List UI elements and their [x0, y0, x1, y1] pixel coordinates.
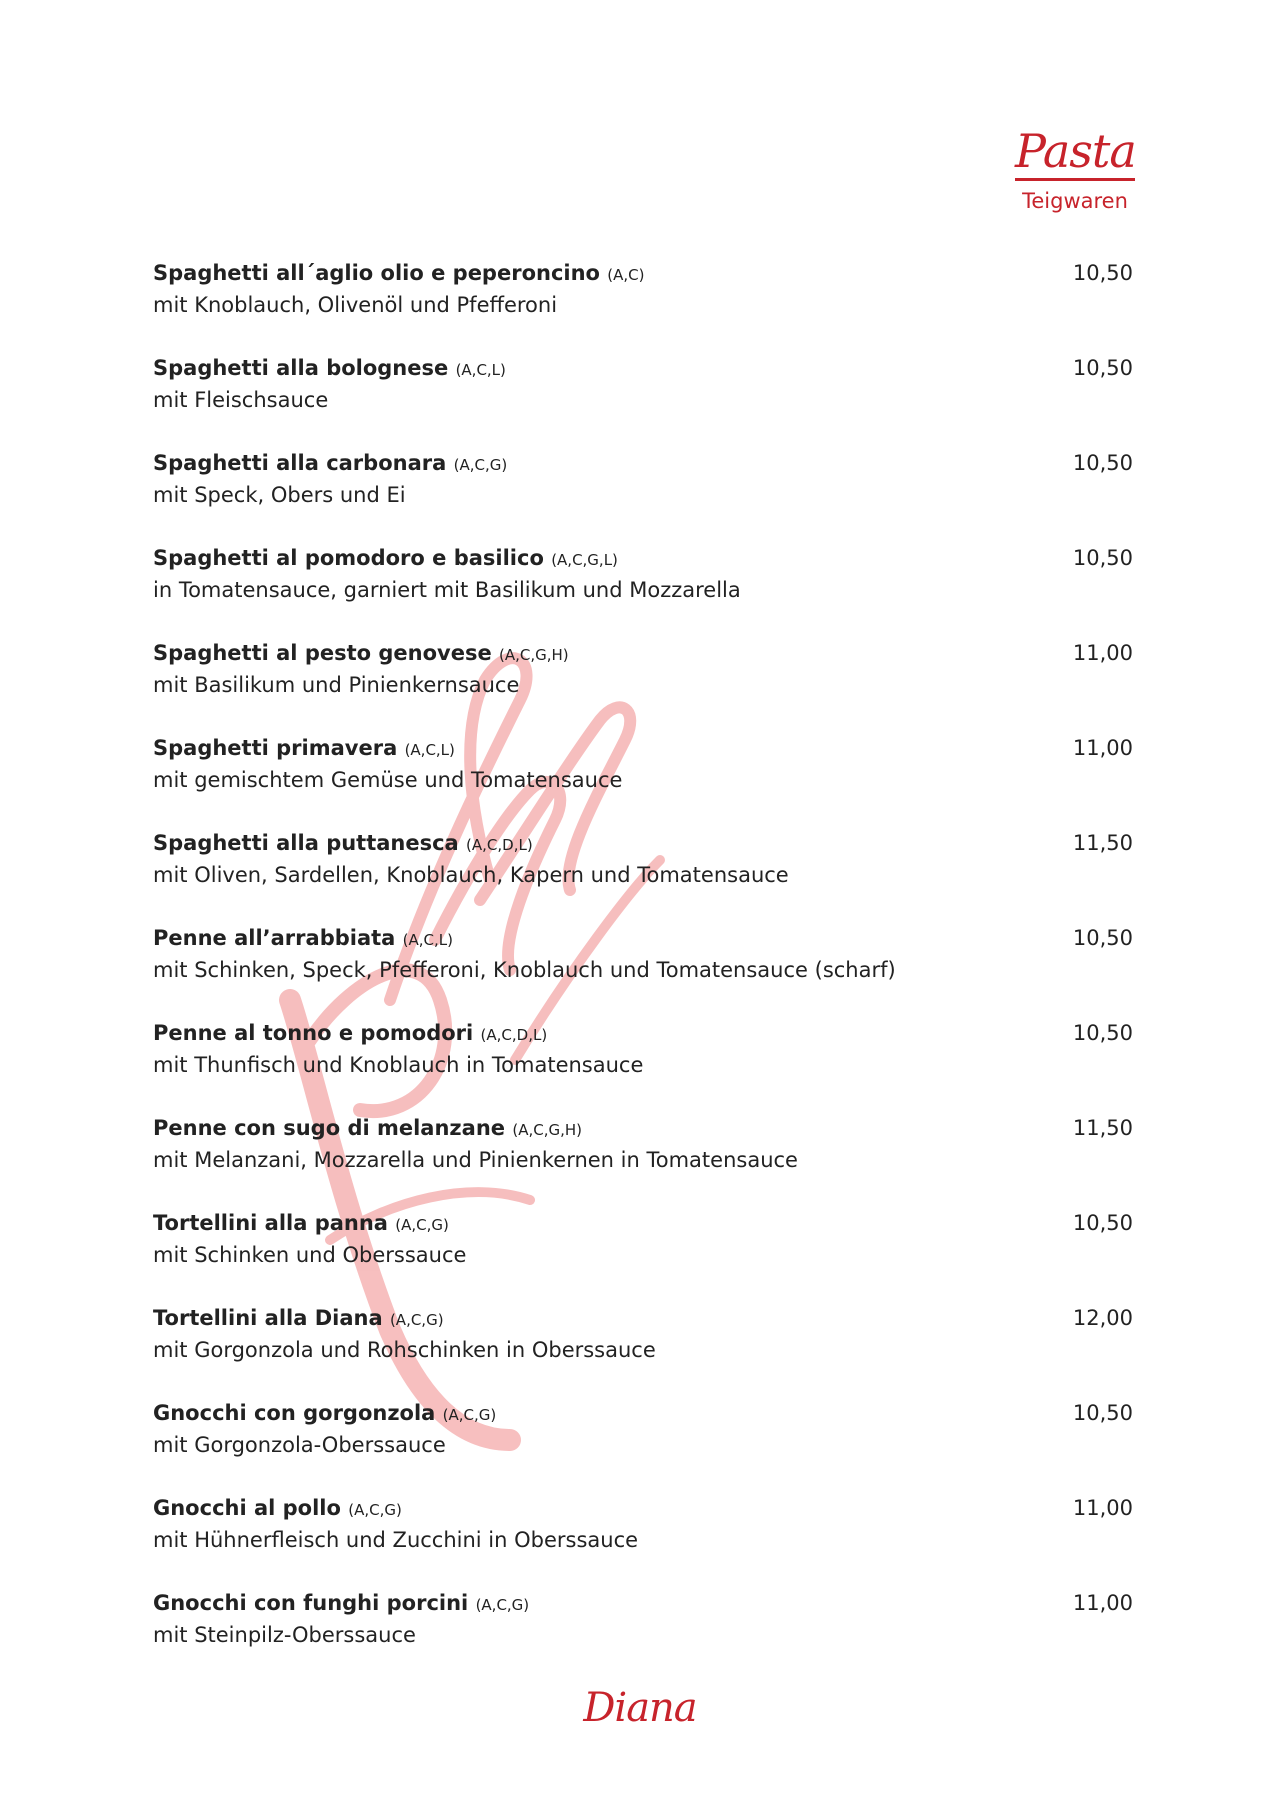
section-subtitle: Teigwaren	[1022, 189, 1128, 213]
dish-name: Spaghetti alla bolognese	[153, 356, 449, 380]
dish-price: 10,50	[1072, 926, 1133, 950]
allergen-codes: (A,C,G,H)	[499, 646, 569, 664]
menu-item	[153, 923, 1133, 1018]
allergen-codes: (A,C,G)	[442, 1406, 497, 1424]
dish-price: 11,50	[1072, 1116, 1133, 1140]
dish-description: mit Gorgonzola-Oberssauce	[153, 1433, 446, 1457]
menu-item	[153, 733, 1133, 828]
allergen-codes: (A,C,G)	[395, 1216, 449, 1234]
menu-item	[153, 828, 1133, 923]
dish-price: 10,50	[1072, 261, 1133, 285]
menu-item	[153, 1303, 1133, 1398]
dish-price: 11,00	[1072, 641, 1133, 665]
dish-name: Spaghetti al pesto genovese	[153, 641, 492, 665]
section-script-title: Pasta	[1015, 124, 1136, 178]
dish-price: 11,00	[1072, 1591, 1133, 1615]
dish-description: mit Hühnerfleisch und Zucchini in Oberssauce	[153, 1528, 639, 1552]
dish-name: Spaghetti alla puttanesca	[153, 831, 459, 855]
dish-description: mit Knoblauch, Olivenöl und Pfefferoni	[153, 293, 558, 317]
section-header	[1015, 126, 1135, 215]
dish-name: Spaghetti all´aglio olio e peperoncino	[153, 261, 600, 285]
allergen-codes: (A,C)	[607, 266, 645, 284]
allergen-codes: (A,C,G)	[453, 456, 508, 474]
menu-item	[153, 1113, 1133, 1208]
footer-brand: Diana	[583, 1685, 697, 1731]
dish-price: 10,50	[1072, 451, 1133, 475]
allergen-codes: (A,C,G,L)	[551, 551, 618, 569]
dish-name: Tortellini alla Diana	[153, 1306, 383, 1330]
allergen-codes: (A,C,G,H)	[512, 1121, 582, 1139]
dish-name: Spaghetti al pomodoro e basilico	[153, 546, 544, 570]
dish-price: 10,50	[1072, 1021, 1133, 1045]
dish-name: Gnocchi con gorgonzola	[153, 1401, 436, 1425]
dish-description: in Tomatensauce, garniert mit Basilikum und Mozzarella	[153, 578, 741, 602]
allergen-codes: (A,C,G)	[348, 1501, 402, 1519]
pasta-menu-list	[153, 258, 1133, 1683]
menu-item	[153, 1398, 1133, 1493]
dish-price: 10,50	[1072, 546, 1133, 570]
dish-price: 10,50	[1072, 356, 1133, 380]
dish-name: Spaghetti alla carbonara	[153, 451, 447, 475]
dish-description: mit Thunfisch und Knoblauch in Tomatensauce	[153, 1053, 644, 1077]
menu-item	[153, 1588, 1133, 1683]
dish-price: 11,00	[1072, 736, 1133, 760]
allergen-codes: (A,C,L)	[404, 741, 455, 759]
dish-description: mit Oliven, Sardellen, Knoblauch, Kapern und Tomatensauce	[153, 863, 789, 887]
dish-description: mit Melanzani, Mozzarella und Pinienkernen in Tomatensauce	[153, 1148, 798, 1172]
dish-name: Tortellini alla panna	[153, 1211, 388, 1235]
dish-name: Penne con sugo di melanzane	[153, 1116, 506, 1140]
menu-item	[153, 1018, 1133, 1113]
menu-item	[153, 638, 1133, 733]
dish-description: mit Schinken und Oberssauce	[153, 1243, 467, 1267]
allergen-codes: (A,C,L)	[455, 361, 506, 379]
dish-name: Penne al tonno e pomodori	[153, 1021, 474, 1045]
dish-description: mit Speck, Obers und Ei	[153, 483, 406, 507]
dish-name: Gnocchi al pollo	[153, 1496, 341, 1520]
menu-item	[153, 353, 1133, 448]
dish-name: Penne all’arrabbiata	[153, 926, 396, 950]
menu-item	[153, 543, 1133, 638]
title-underline	[1015, 178, 1135, 181]
dish-price: 11,00	[1072, 1496, 1133, 1520]
dish-price: 11,50	[1072, 831, 1133, 855]
allergen-codes: (A,C,L)	[402, 931, 453, 949]
dish-price: 10,50	[1072, 1401, 1133, 1425]
allergen-codes: (A,C,G)	[475, 1596, 530, 1614]
allergen-codes: (A,C,G)	[389, 1311, 444, 1329]
dish-name: Spaghetti primavera	[153, 736, 398, 760]
dish-description: mit gemischtem Gemüse und Tomatensauce	[153, 768, 623, 792]
dish-description: mit Basilikum und Pinienkernsauce	[153, 673, 520, 697]
menu-item	[153, 258, 1133, 353]
menu-item	[153, 1493, 1133, 1588]
allergen-codes: (A,C,D,L)	[480, 1026, 548, 1044]
allergen-codes: (A,C,D,L)	[466, 836, 533, 854]
dish-price: 12,00	[1072, 1306, 1133, 1330]
menu-item	[153, 1208, 1133, 1303]
dish-price: 10,50	[1072, 1211, 1133, 1235]
menu-item	[153, 448, 1133, 543]
dish-description: mit Steinpilz-Oberssauce	[153, 1623, 416, 1647]
dish-name: Gnocchi con funghi porcini	[153, 1591, 469, 1615]
dish-description: mit Fleischsauce	[153, 388, 329, 412]
dish-description: mit Gorgonzola und Rohschinken in Oberssauce	[153, 1338, 656, 1362]
dish-description: mit Schinken, Speck, Pfefferoni, Knoblauch und Tomatensauce (scharf)	[153, 958, 896, 982]
